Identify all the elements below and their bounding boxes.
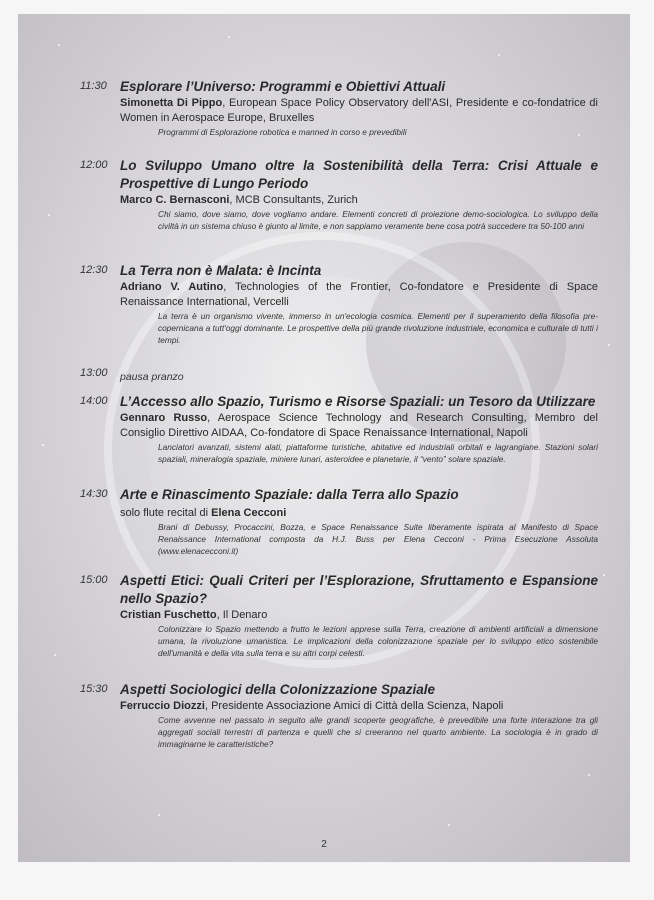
item-title: L’Accesso allo Spazio, Turismo e Risorse Spaziali: un Tesoro da Utilizzare xyxy=(120,394,596,409)
item-content xyxy=(120,367,598,385)
item-content xyxy=(120,681,598,750)
item-time: 12:00 xyxy=(80,159,108,171)
speaker-name: Adriano V. Autino xyxy=(120,281,224,293)
speaker-name: Cristian Fuschetto xyxy=(120,609,217,621)
speaker-name: Elena Cecconi xyxy=(211,507,287,519)
speaker-name: Gennaro Russo xyxy=(120,412,208,424)
item-speaker xyxy=(120,506,598,521)
speaker-name: Ferruccio Diozzi xyxy=(120,700,205,712)
item-title: Lo Sviluppo Umano oltre la Sostenibilità della Terra: Crisi Attuale e Prospettive di Lungo Periodo xyxy=(120,158,598,191)
item-title: Arte e Rinascimento Spaziale: dalla Terra allo Spazio xyxy=(120,487,459,502)
item-time: 14:30 xyxy=(80,488,108,500)
item-description: La terra è un organismo vivente, immerso in un'ecologia cosmica. Elementi per il superamento della filosofia pre-copernicana a tutt'oggi dominante. Le prospettive della più grande rivoluzione industriale, economica e culturale di tutti i tempi. xyxy=(158,311,598,345)
item-title: Aspetti Sociologici della Colonizzazione Spaziale xyxy=(120,682,436,697)
item-content xyxy=(120,78,598,138)
speaker-affiliation: , Technologies of the Frontier, Co-fondatore e Presidente di Space Renaissance International, Vercelli xyxy=(120,281,598,308)
item-time: 14:00 xyxy=(80,395,108,407)
item-description: Lanciatori avanzati, sistemi alati, piattaforme turistiche, abitative ed industriali orbitali e lagrangiane. Stazioni solari spaziali, mineralogia spaziale, miniere lunari, asteroidee e planetarie, il “vento” solare spaziale. xyxy=(158,442,598,464)
item-time: 13:00 xyxy=(80,367,108,379)
speaker-affiliation: , MCB Consultants, Zurich xyxy=(229,194,358,206)
item-content xyxy=(120,157,598,232)
item-title: Esplorare l’Universo: Programmi e Obiettivi Attuali xyxy=(120,79,446,94)
document-page xyxy=(18,14,630,862)
item-description: Programmi di Esplorazione robotica e manned in corso e prevedibili xyxy=(158,127,407,137)
speaker-affiliation: , Presidente Associazione Amici di Città della Scienza, Napoli xyxy=(204,700,504,712)
item-time: 12:30 xyxy=(80,264,108,276)
item-description: Chi siamo, dove siamo, dove vogliamo andare. Elementi concreti di proiezione demo-sociologica. Lo sviluppo della civiltà in un sistema chiuso è giunto al limite, e non sappiamo veramente bene cosa potrà succedere tra 50-100 anni xyxy=(158,209,598,231)
speaker-affiliation: , Il Denaro xyxy=(216,609,268,621)
item-speaker xyxy=(120,280,598,310)
speaker-name: Marco C. Bernasconi xyxy=(120,194,230,206)
item-speaker xyxy=(120,96,598,126)
item-description: Brani di Debussy, Procaccini, Bozza, e Space Renaissance Suite liberamente ispirata al Manifesto di Space Renaissance International composta da H.J. Buss per Elena Cecconi - Prima Esecuzione Assoluta (www.elenacecconi.it) xyxy=(158,522,598,556)
item-description: Colonizzare lo Spazio mettendo a frutto le lezioni apprese sulla Terra, creazione di ambienti artificiali a dimensione umana, la rivoluzione umanistica. Le implicazioni della colonizzazione spaziale per lo sviluppo etico sostenibile dell'umanità e della vita sulla terra e su altri corpi celesti. xyxy=(158,624,598,658)
page-number: 2 xyxy=(321,839,327,850)
speaker-affiliation: , European Space Policy Observatory dell'ASI, Presidente e co-fondatrice di Women in Aerospace Europe, Bruxelles xyxy=(120,97,598,124)
item-time: 15:30 xyxy=(80,683,108,695)
item-speaker xyxy=(120,411,598,441)
lunch-break-label: pausa pranzo xyxy=(120,371,184,383)
speaker-name: Simonetta Di Pippo xyxy=(120,97,223,109)
item-content xyxy=(120,393,598,465)
speaker-prefix: solo flute recital di xyxy=(120,507,212,519)
program-schedule xyxy=(18,14,630,862)
item-speaker xyxy=(120,608,598,623)
item-time: 11:30 xyxy=(80,80,107,92)
item-speaker xyxy=(120,699,598,714)
speaker-affiliation: , Aerospace Science Technology and Research Consulting, Membro del Consiglio Direttivo AIDAA, Co-fondatore di Space Renaissance International, Napoli xyxy=(120,412,598,439)
item-time: 15:00 xyxy=(80,574,108,586)
item-content xyxy=(120,262,598,346)
item-speaker xyxy=(120,193,598,208)
item-content xyxy=(120,572,598,659)
item-content xyxy=(120,486,598,557)
item-description: Come avvenne nel passato in seguito alle grandi scoperte geografiche, è prevedibile una forte interazione tra gli aggregati sociali terrestri di partenza e quelli che si creeranno nel quarto ambiente. La sociologia è in grado di immaginarne le caratteristiche? xyxy=(158,715,598,749)
item-title: La Terra non è Malata: è Incinta xyxy=(120,263,322,278)
item-title: Aspetti Etici: Quali Criteri per l’Esplorazione, Sfruttamento e Espansione nello Spazio? xyxy=(120,573,598,606)
